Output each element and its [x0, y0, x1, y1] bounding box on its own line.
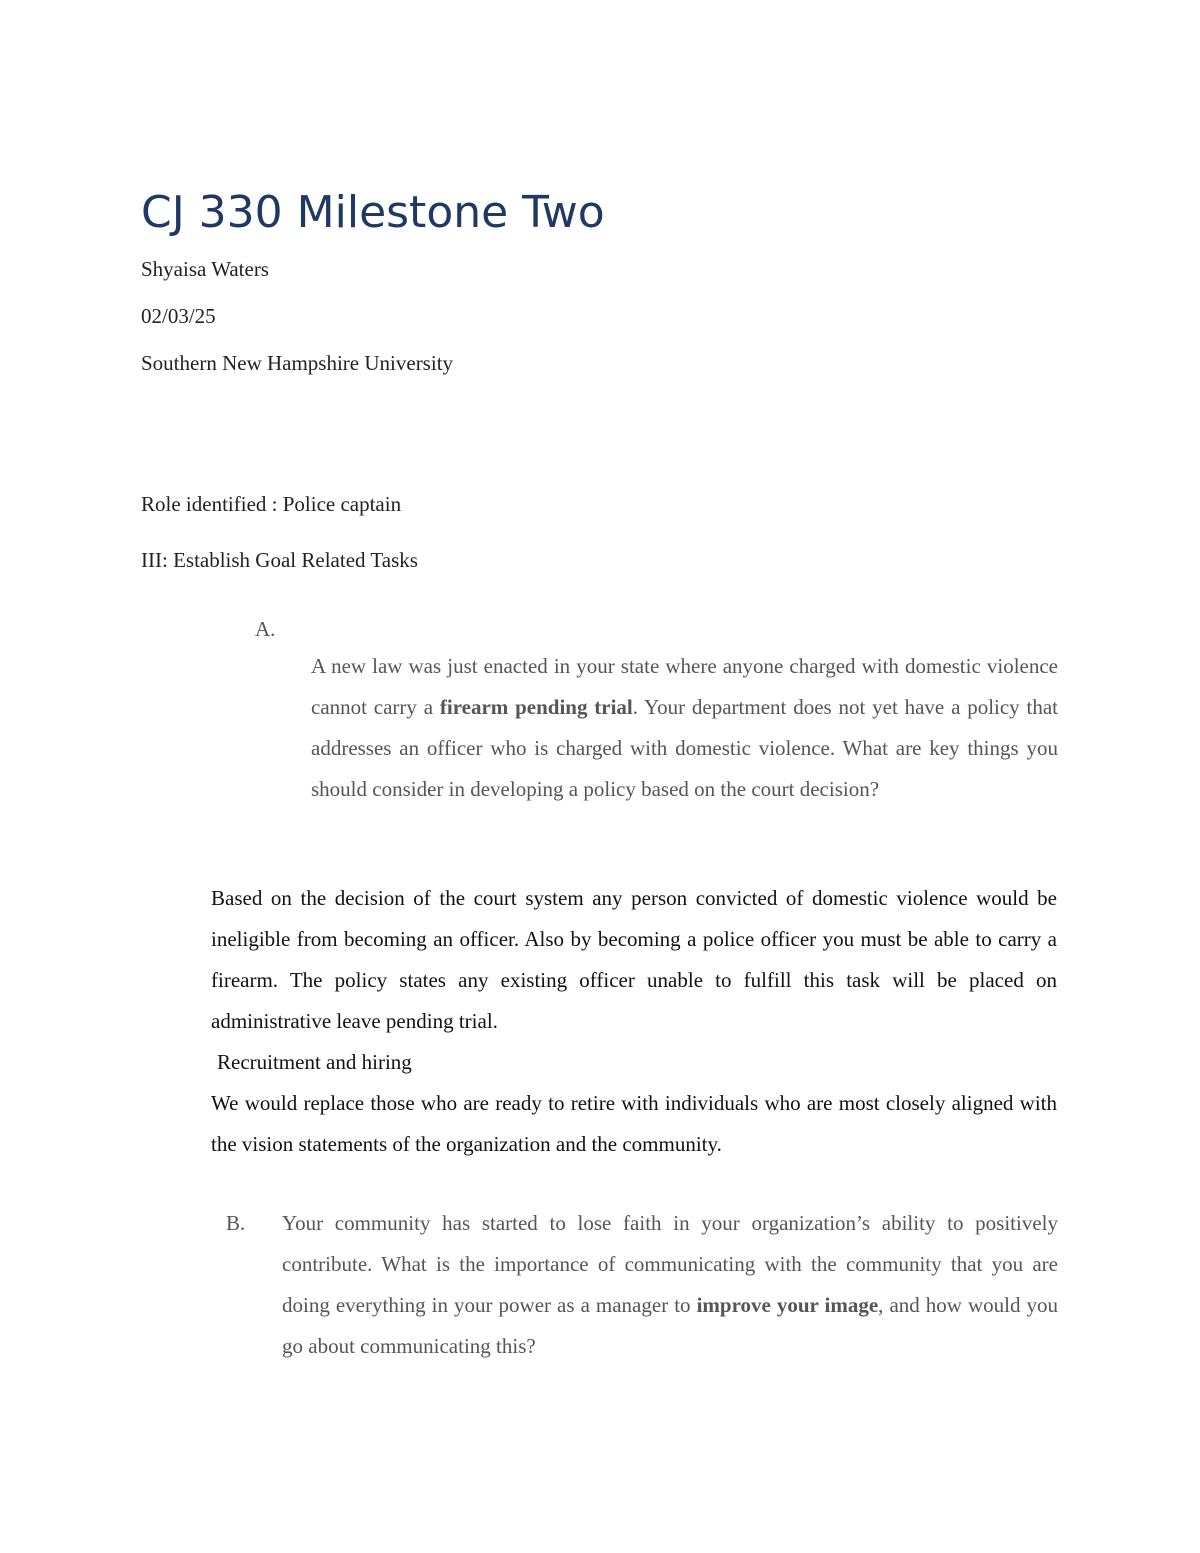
item-b-prompt-text-2: , and how would you go about communicating this? — [282, 1293, 1058, 1358]
item-b-prompt-text-1: Your community has started to lose faith in your organization’s ability to positively contribute. What is the importance of communicating with the community that you are doing everything in your power as a manager to — [282, 1211, 1058, 1317]
document-title: CJ 330 Milestone Two — [141, 187, 605, 238]
item-a-prompt-text-1: A new law was just enacted in your state where anyone charged with domestic violence cannot carry a — [311, 654, 1058, 719]
item-b-marker: B. — [226, 1211, 246, 1235]
section-heading: III: Establish Goal Related Tasks — [141, 548, 418, 572]
item-a-prompt-text-2: . Your department does not yet have a policy that addresses an officer who is charged with domestic violence. What are key things you should consider in developing a policy based on the court decision? — [311, 695, 1058, 801]
answer-subheading: Recruitment and hiring — [217, 1050, 412, 1074]
author-name: Shyaisa Waters — [141, 257, 269, 281]
role-line: Role identified : Police captain — [141, 492, 402, 516]
answer-paragraph-2: We would replace those who are ready to retire with individuals who are most closely aligned with the vision statements of the organization and the community. — [211, 1091, 1057, 1156]
item-a-marker: A. — [255, 617, 276, 641]
answer-paragraph-1: Based on the decision of the court system any person convicted of domestic violence would be ineligible from becoming an officer. Also by becoming a police officer you must be able to carry a firearm. The policy states any existing officer unable to fulfill this task will be placed on administrative leave pending trial. — [211, 886, 1057, 1033]
institution-name: Southern New Hampshire University — [141, 351, 454, 375]
item-a-prompt — [311, 646, 1058, 810]
item-b-prompt-emphasis: improve your image — [696, 1293, 879, 1317]
item-a-prompt-emphasis: firearm pending trial — [439, 695, 633, 719]
document-date: 02/03/25 — [141, 304, 216, 328]
item-a-answer — [211, 878, 1057, 1165]
item-b-prompt — [282, 1203, 1058, 1367]
